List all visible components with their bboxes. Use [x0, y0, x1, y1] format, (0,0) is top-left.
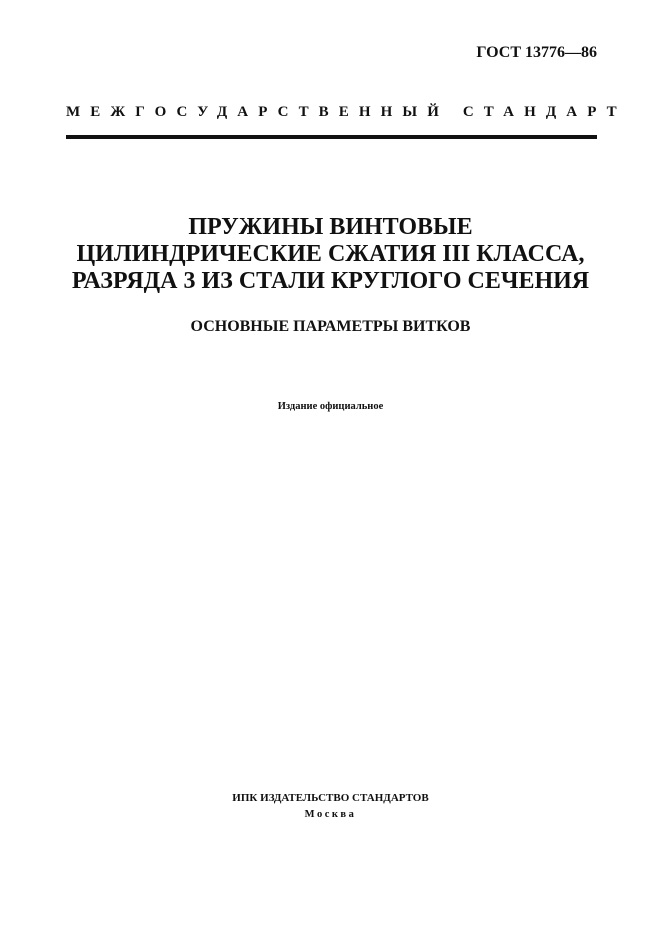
document-number: ГОСТ 13776—86 [476, 44, 597, 61]
title-line: ЦИЛИНДРИЧЕСКИЕ СЖАТИЯ III КЛАССА, [76, 241, 585, 267]
publisher-name: ИПК ИЗДАТЕЛЬСТВО СТАНДАРТОВ [232, 792, 429, 804]
publisher-city: Москва [304, 809, 357, 820]
standard-type-heading: МЕЖГОСУДАРСТВЕННЫЙ СТАНДАРТ [66, 104, 627, 120]
title-line: РАЗРЯДА 3 ИЗ СТАЛИ КРУГЛОГО СЕЧЕНИЯ [71, 268, 590, 294]
edition-note: Издание официальное [277, 401, 384, 412]
document-title [40, 214, 621, 295]
header-divider [66, 135, 597, 139]
title-line: ПРУЖИНЫ ВИНТОВЫЕ [188, 214, 473, 240]
document-subtitle: ОСНОВНЫЕ ПАРАМЕТРЫ ВИТКОВ [190, 318, 471, 335]
